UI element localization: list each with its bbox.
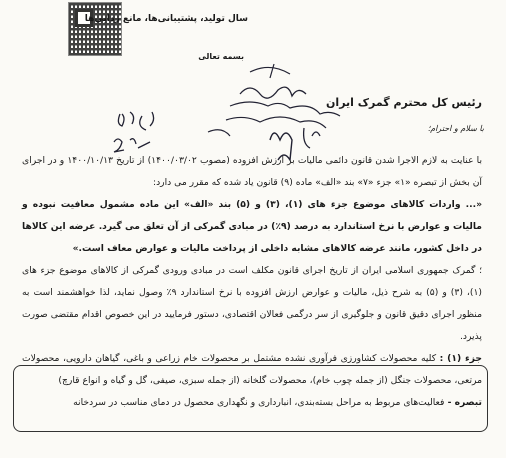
tabsere-text: فعالیت‌های مربوط به مراحل بسته‌بندی، انبارداری و نگهداری محصول در دمای مناسب در سردخانه — [73, 397, 445, 408]
intro-paragraph: با عنایت به لازم الاجرا شدن قانون دائمی مالیات بر ارزش افزوده (مصوب ۱۴۰۰/۰۳/۰۲) از تاریخ ۱۴۰۰/۱۰/۱۳ و در اجرای آن بخش از تبصره «۱» جزء «۷» بند «الف» ماده (۹) قانون یاد شده که مقرر می دارد: — [22, 155, 483, 188]
bismillah-heading: بسمه تعالی — [198, 52, 244, 61]
request-paragraph: ؛ گمرک جمهوری اسلامی ایران از تاریخ اجرای قانون مکلف است در مبادی ورودی گمرکی از کالاهای موضوع جزء های (۱)، (۳) و (۵) به شرح ذیل، مالیات و عوارض ارزش افزوده با نرخ استاندارد ۹٪ وصول نماید، لذا خواهشمند است به منظور اجرای دقیق قانون و جلوگیری از سر درگمی فعالان اقتصادی، دستور فرمایید در این خصوص اقدام مقتضی صورت پذیرد. — [22, 265, 482, 342]
greeting: با سلام و احترام؛ — [427, 124, 484, 133]
qr-code — [68, 2, 122, 56]
year-slogan: سال تولید، پشتیبانی‌ها، مانع زدایی‌ها — [84, 14, 248, 24]
note-box — [13, 365, 488, 432]
addressee: رئیس کل محترم گمرک ایران — [326, 96, 482, 109]
note-item-1-text: کلیه محصولات کشاورزی فرآوری نشده مشتمل بر محصولات خام زراعی و باغی، گیاهان دارویی، محصولات مرتعی، محصولات جنگل (از جمله چوب خام)، محصولات گلخانه (از جمله سبزی، صیفی، گل و گیاه و انواع قارچ) — [22, 353, 482, 386]
law-quote: «... واردات کالاهای موضوع جزء های (۱)، (۳) و (۵) بند «الف» این ماده مشمول معافیت نبوده و مالیات و عوارض با نرخ استاندارد به درصد (۹٪) در مبادی گمرکی از آن تعلق می گیرد. عرضه این کالاها در داخل کشور، مانند عرضه کالاهای مشابه داخلی از پرداخت مالیات و عوارض معاف است.» — [22, 199, 483, 254]
tabsere-label: تبصره - — [447, 397, 482, 408]
note-item-1-label: جزء (۱) : — [439, 353, 483, 364]
